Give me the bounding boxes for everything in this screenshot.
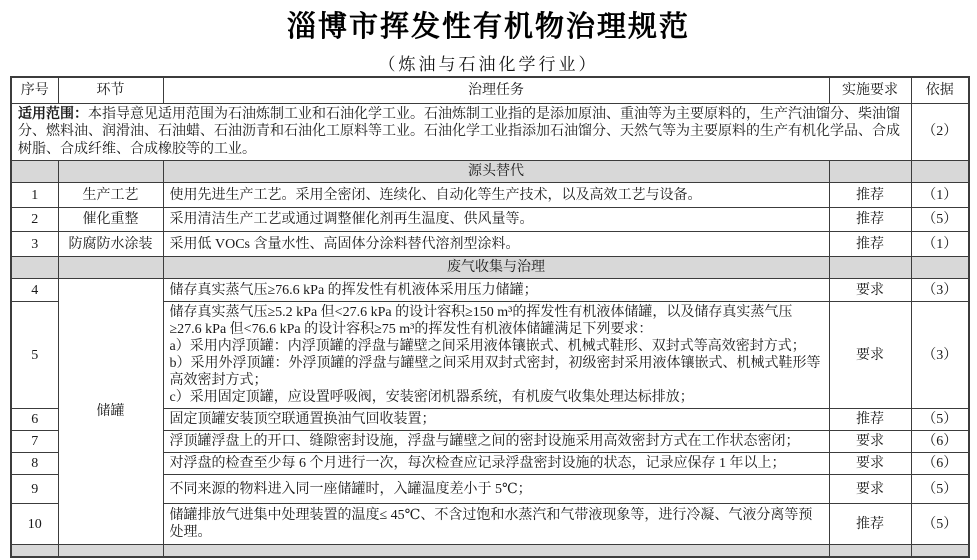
row-req: 推荐 <box>829 504 911 545</box>
row-task: 储存真实蒸气压≥76.6 kPa 的挥发性有机液体采用压力储罐； <box>163 279 829 302</box>
row-basis: （1） <box>911 232 969 257</box>
row-stage: 防腐防水涂装 <box>58 232 163 257</box>
stage-group-cell: 储罐 <box>58 279 163 545</box>
row-num: 6 <box>11 409 58 431</box>
row-task: 采用清洁生产工艺或通过调整催化剂再生温度、供风量等。 <box>163 208 829 232</box>
row-req: 要求 <box>829 431 911 453</box>
section-label: 废气收集与治理 <box>163 257 829 279</box>
row-task: 储存真实蒸气压≥5.2 kPa 但<27.6 kPa 的设计容积≥150 m³的挥发性有机液体储罐，以及储存真实蒸气压≥27.6 kPa 但<76.6 kPa 的设计容积≥75 m³的挥发性有机液体储罐满足下列要求： a）采用内浮顶罐：内浮顶罐的浮盘与罐壁之间采用液体镶嵌式、机械式鞋形、双封式等高效密封方式； b）采用外浮顶罐：外浮顶罐的浮盘与罐壁之间采用双封式密封，初级密封采用液体镶嵌式、机械式鞋形等高效密封方式； c）采用固定顶罐，应设置呼吸阀，安装密闭机器系统，有机废气收集处理达标排放； <box>163 302 829 409</box>
table-row <box>11 208 969 232</box>
row-num: 7 <box>11 431 58 453</box>
col-header-task: 治理任务 <box>163 77 829 103</box>
row-basis: （3） <box>911 302 969 409</box>
row-req: 要求 <box>829 453 911 475</box>
row-basis: （3） <box>911 279 969 302</box>
row-num: 4 <box>11 279 58 302</box>
row-basis: （6） <box>911 431 969 453</box>
row-basis: （5） <box>911 208 969 232</box>
row-req: 要求 <box>829 279 911 302</box>
row-basis: （5） <box>911 475 969 504</box>
row-task: 固定顶罐安装顶空联通置换油气回收装置； <box>163 409 829 431</box>
table-header-row <box>11 77 969 103</box>
row-req: 要求 <box>829 475 911 504</box>
row-num: 8 <box>11 453 58 475</box>
section-label: 源头替代 <box>163 161 829 183</box>
row-basis: （5） <box>911 504 969 545</box>
row-num: 3 <box>11 232 58 257</box>
row-num: 9 <box>11 475 58 504</box>
section-header-source-substitution <box>11 161 969 183</box>
row-req: 推荐 <box>829 409 911 431</box>
section-header-gas-collection <box>11 257 969 279</box>
row-req: 推荐 <box>829 208 911 232</box>
row-stage: 生产工艺 <box>58 183 163 208</box>
row-task: 对浮盘的检查至少每 6 个月进行一次，每次检查应记录浮盘密封设施的状态，记录应保存 1 年以上； <box>163 453 829 475</box>
row-task: 浮顶罐浮盘上的开口、缝隙密封设施，浮盘与罐壁之间的密封设施采用高效密封方式在工作状态密闭； <box>163 431 829 453</box>
scope-text: 本指导意见适用范围为石油炼制工业和石油化学工业。石油炼制工业指的是添加原油、重油等为主要原料的，生产汽油馏分、柴油馏分、燃料油、润滑油、石油蜡、石油沥青和石油化工原料等工业。石油化学工业指添加石油馏分、天然气等为主要原料的生产有机化学品、合成树脂、合成纤维、合成橡胶等的工业。 <box>18 106 900 157</box>
page-subtitle: （炼油与石油化学行业） <box>378 55 599 74</box>
row-req: 推荐 <box>829 232 911 257</box>
scope-row <box>11 103 969 161</box>
page-title: 淄博市挥发性有机物治理规范 <box>286 11 690 43</box>
cutoff-row <box>11 545 969 557</box>
row-num: 1 <box>11 183 58 208</box>
row-task: 采用低 VOCs 含量水性、高固体分涂料替代溶剂型涂料。 <box>163 232 829 257</box>
table-row <box>11 232 969 257</box>
regulation-table <box>10 76 970 558</box>
row-task: 使用先进生产工艺。采用全密闭、连续化、自动化等生产技术，以及高效工艺与设备。 <box>163 183 829 208</box>
table-row <box>11 279 969 302</box>
scope-label: 适用范围： <box>18 106 88 122</box>
row-basis: （5） <box>911 409 969 431</box>
row-req: 推荐 <box>829 183 911 208</box>
row-num: 5 <box>11 302 58 409</box>
row-task: 储罐排放气进集中处理装置的温度≤ 45℃、不含过饱和水蒸汽和气带液现象等，进行冷凝、气液分离等预处理。 <box>163 504 829 545</box>
row-stage: 催化重整 <box>58 208 163 232</box>
row-req: 要求 <box>829 302 911 409</box>
row-basis: （6） <box>911 453 969 475</box>
table-row <box>11 183 969 208</box>
col-header-stage: 环节 <box>58 77 163 103</box>
row-num: 10 <box>11 504 58 545</box>
row-num: 2 <box>11 208 58 232</box>
col-header-req: 实施要求 <box>829 77 911 103</box>
row-task: 不同来源的物料进入同一座储罐时，入罐温度差小于 5℃； <box>163 475 829 504</box>
col-header-num: 序号 <box>11 77 58 103</box>
row-basis: （1） <box>911 183 969 208</box>
col-header-basis: 依据 <box>911 77 969 103</box>
scope-text-cell <box>11 103 911 161</box>
scope-basis: （2） <box>911 103 969 161</box>
